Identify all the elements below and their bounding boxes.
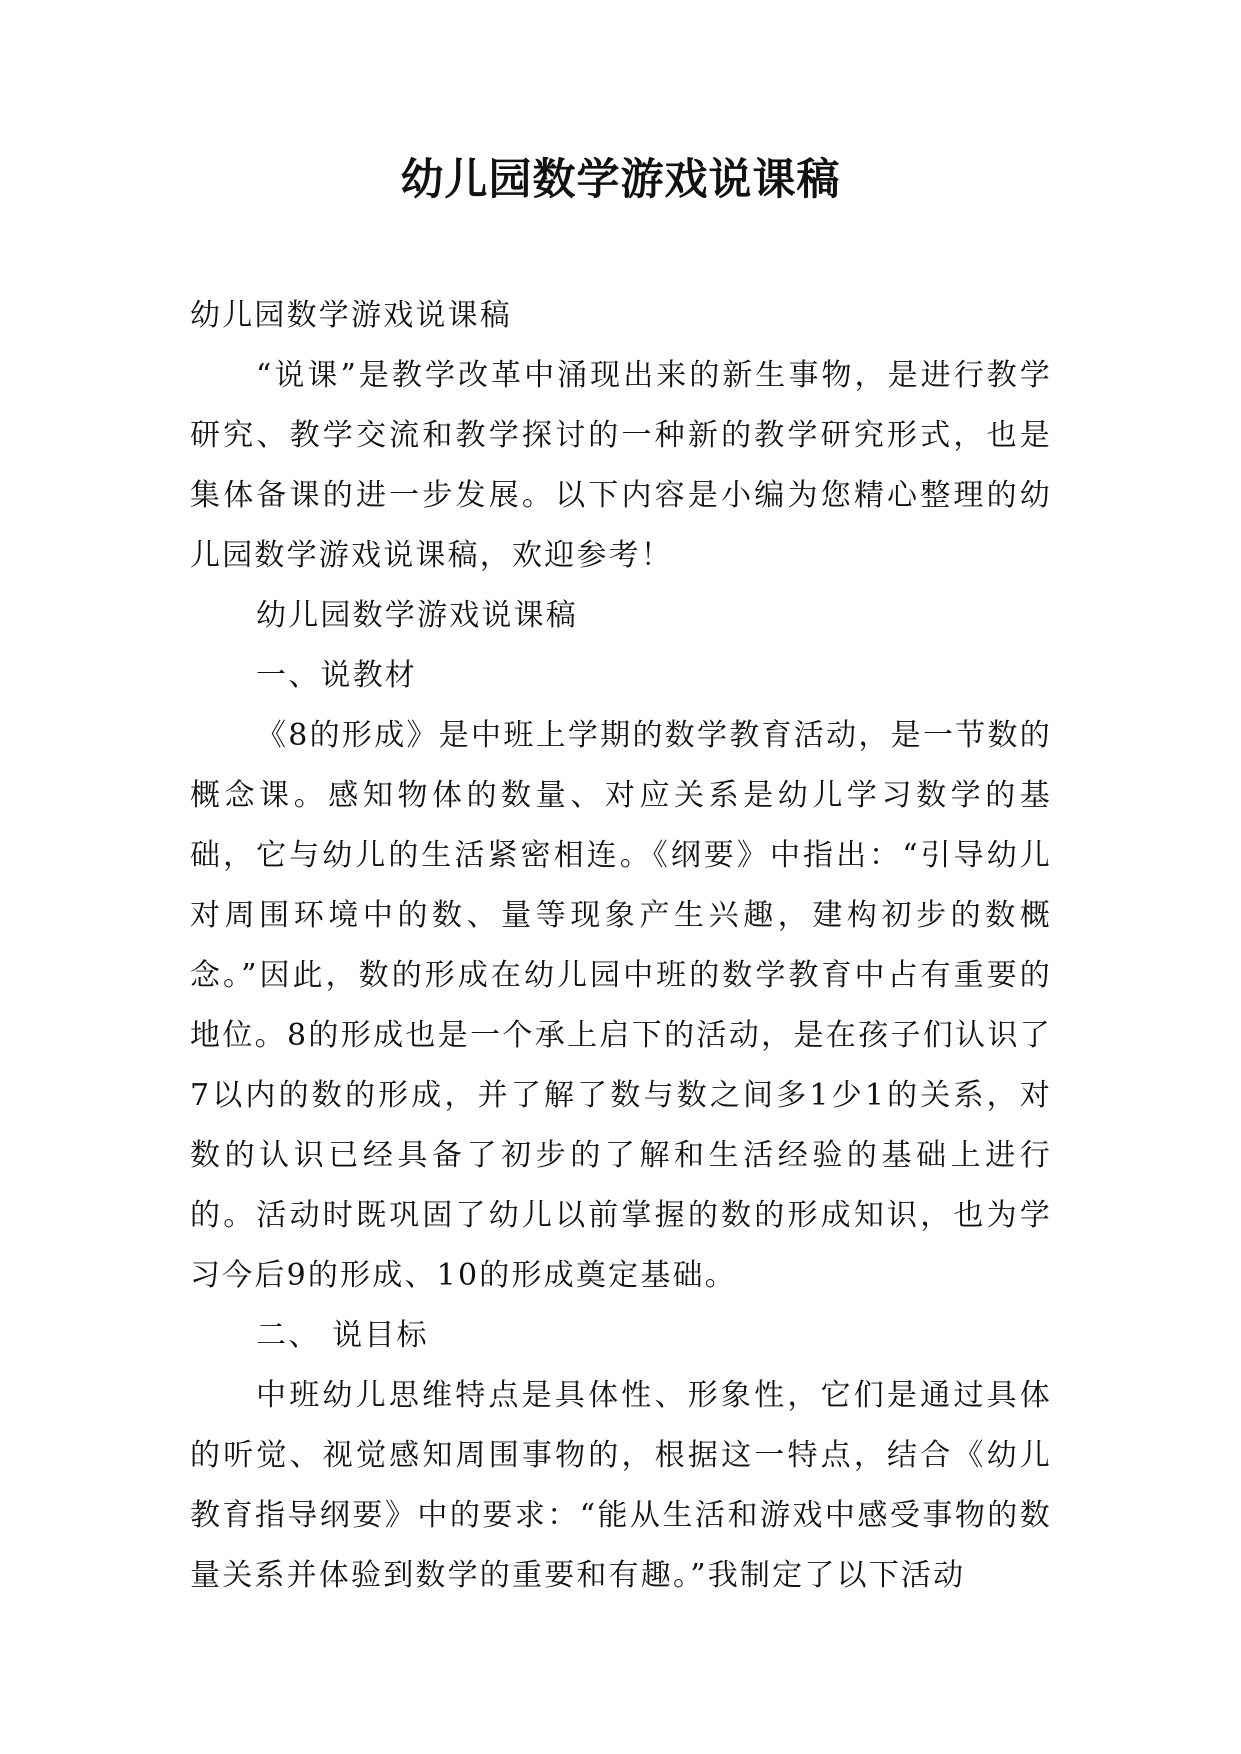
paragraph-section-title: 幼儿园数学游戏说课稿 <box>256 598 578 633</box>
heading-teaching-material: 一、说教材 <box>256 658 417 693</box>
paragraph-objectives: 中班幼儿思维特点是具体性、形象性，它们是通过具体的听觉、视觉感知周围事物的，根据这一特点，结合《幼儿教育指导纲要》中的要求：“能从生活和游戏中感受事物的数量关系并体验到数学的重要和有趣。”我制定了以下活动 <box>190 1378 1052 1593</box>
paragraph-subtitle: 幼儿园数学游戏说课稿 <box>190 298 512 333</box>
heading-objectives: 二、 说目标 <box>256 1318 429 1353</box>
document-title: 幼儿园数学游戏说课稿 <box>400 155 841 205</box>
document-body <box>190 286 1052 1606</box>
paragraph-teaching-material: 《8的形成》是中班上学期的数学教育活动，是一节数的概念课。感知物体的数量、对应关系是幼儿学习数学的基础，它与幼儿的生活紧密相连。《纲要》中指出：“引导幼儿对周围环境中的数、量等现象产生兴趣，建构初步的数概念。”因此，数的形成在幼儿园中班的数学教育中占有重要的地位。8的形成也是一个承上启下的活动，是在孩子们认识了7以内的数的形成，并了解了数与数之间多1少1的关系，对数的认识已经具备了初步的了解和生活经验的基础上进行的。活动时既巩固了幼儿以前掌握的数的形成知识，也为学习今后9的形成、10的形成奠定基础。 <box>190 718 1052 1293</box>
paragraph-intro: “说课”是教学改革中涌现出来的新生事物，是进行教学研究、教学交流和教学探讨的一种新的教学研究形式，也是集体备课的进一步发展。以下内容是小编为您精心整理的幼儿园数学游戏说课稿，欢迎参考！ <box>190 358 1052 573</box>
